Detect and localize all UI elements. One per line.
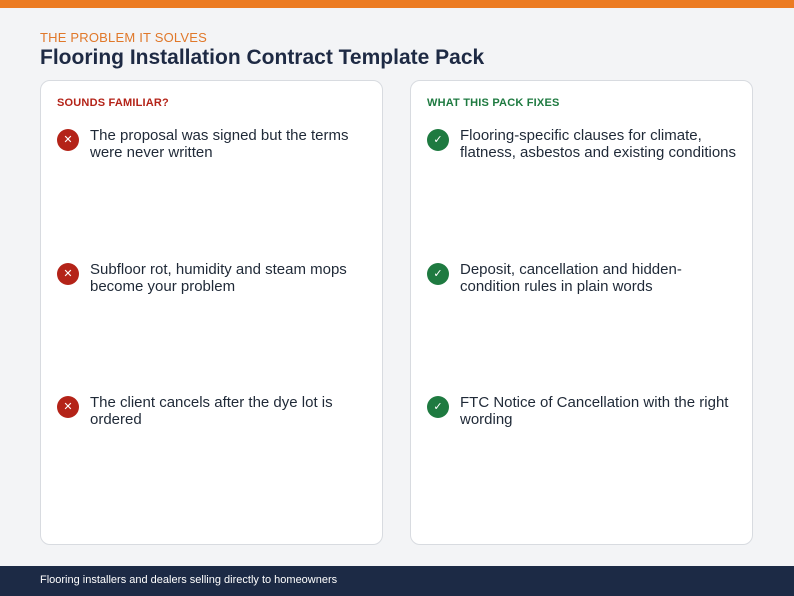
x-icon: ✕ [57,263,79,285]
problem-text: The client cancels after the dye lot is ordered [90,394,333,428]
fixes-heading: WHAT THIS PACK FIXES [427,97,560,109]
problem-text: The proposal was signed but the terms were never written [90,127,349,161]
problems-heading: SOUNDS FAMILIAR? [57,97,169,109]
x-icon: ✕ [57,129,79,151]
check-icon: ✓ [427,396,449,418]
fixes-card [410,80,753,545]
x-icon: ✕ [57,396,79,418]
fix-text: Flooring-specific clauses for climate, flatness, asbestos and existing conditions [460,127,736,161]
section-eyebrow: THE PROBLEM IT SOLVES [40,30,207,45]
top-accent-bar [0,0,794,8]
footer-bar [0,566,794,596]
problem-text: Subfloor rot, humidity and steam mops become your problem [90,261,347,295]
footer-text: Flooring installers and dealers selling directly to homeowners [40,574,338,586]
page-title: Flooring Installation Contract Template Pack [40,46,485,69]
check-icon: ✓ [427,263,449,285]
fix-text: Deposit, cancellation and hidden-condition rules in plain words [460,261,682,295]
fix-text: FTC Notice of Cancellation with the right wording [460,394,729,428]
problems-card [40,80,383,545]
check-icon: ✓ [427,129,449,151]
